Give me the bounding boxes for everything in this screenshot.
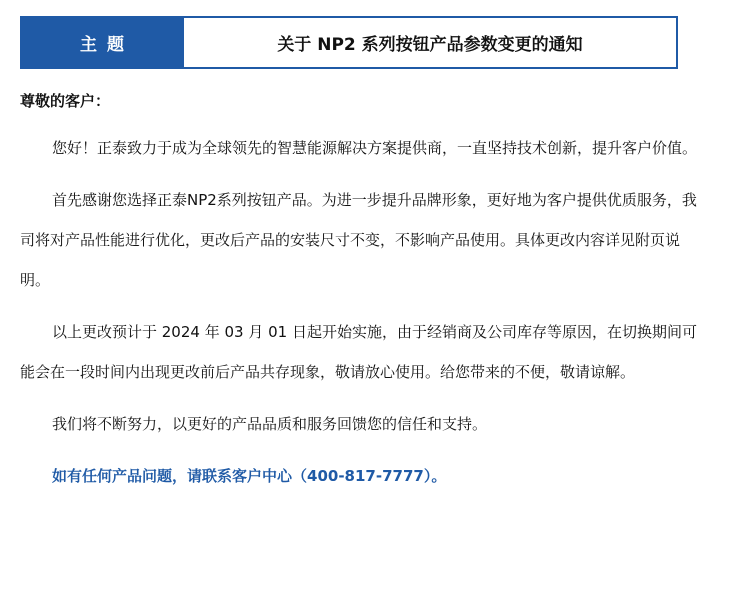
notice-title: 关于 NP2 系列按钮产品参数变更的通知: [277, 35, 583, 55]
subject-label: 主 题: [22, 18, 184, 67]
notice-body: [20, 86, 700, 496]
contact-line: 如有任何产品问题，请联系客户中心（400-817-7777）。: [52, 467, 447, 485]
greeting: 尊敬的客户：: [20, 92, 111, 110]
paragraph-schedule: 以上更改预计于 2024 年 03 月 01 日起开始实施，由于经销商及公司库存等原因，在切换期间可能会在一段时间内出现更改前后产品共存现象，敬请放心使用。给您带来的不便，敬请谅解。: [20, 323, 697, 381]
paragraph-closing: 我们将不断努力，以更好的产品品质和服务回馈您的信任和支持。: [52, 415, 488, 433]
notice-header: [20, 16, 678, 69]
paragraph-intro: 您好！正泰致力于成为全球领先的智慧能源解决方案提供商，一直坚持技术创新，提升客户价值。: [52, 139, 698, 157]
paragraph-thanks: 首先感谢您选择正泰NP2系列按钮产品。为进一步提升品牌形象，更好地为客户提供优质服务，我司将对产品性能进行优化，更改后产品的安装尺寸不变，不影响产品使用。具体更改内容详见附页说明。: [20, 191, 697, 289]
